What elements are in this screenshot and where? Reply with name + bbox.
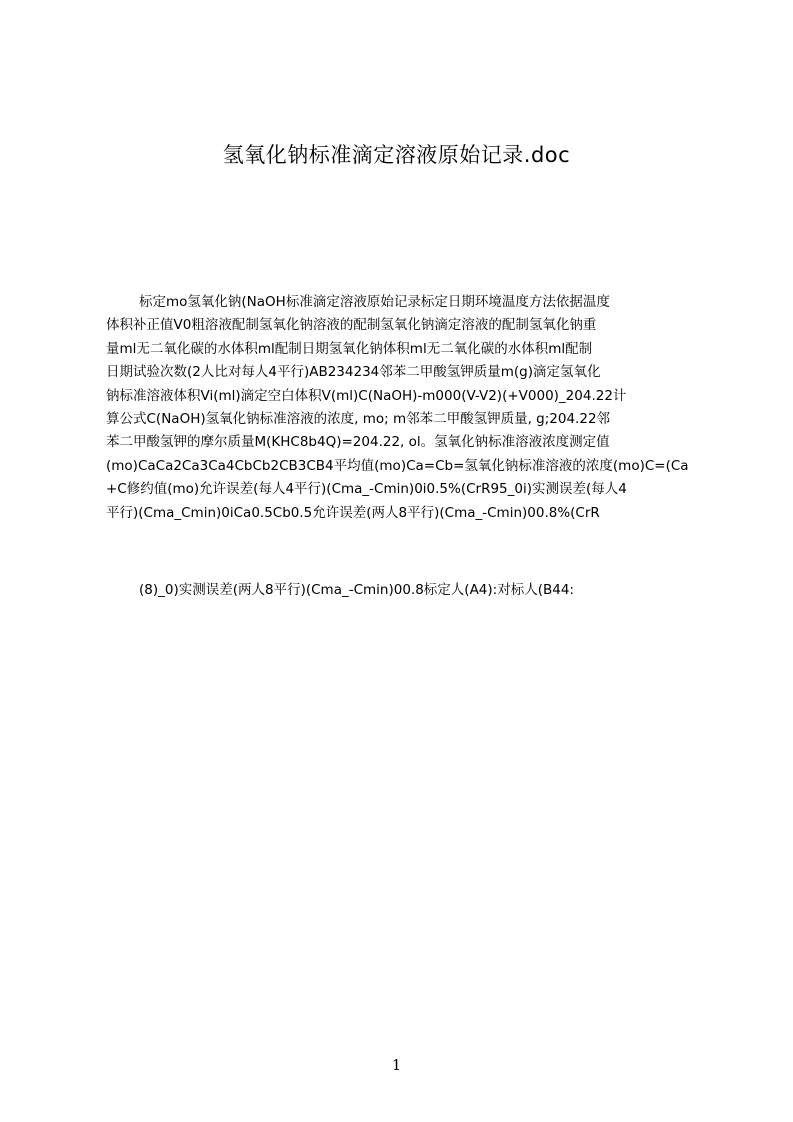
body-line: 标定mo氢氧化钠(NaOH标准滴定溶液原始记录标定日期环境温度方法依据温度	[139, 294, 610, 310]
body-paragraph	[106, 291, 696, 555]
body-line: 钠标准溶液体积Vi(ml)滴定空白体积V(ml)C(NaOH)-m000(V-V2)(+V000)_204.22计	[106, 387, 627, 404]
tail-paragraph: (8)_0)实测误差(两人8平行)(Cma_-Cmin)00.8标定人(A4):对标人(B44:	[139, 582, 574, 598]
body-line: 算公式C(NaOH)氢氧化钠标准溶液的浓度, mo; m邻苯二甲酸氢钾质量, g;204.22邻	[106, 410, 611, 427]
body-line: +C修约值(mo)允许误差(每人4平行)(Cma_-Cmin)0i0.5%(CrR95_0i)实测误差(每人4	[106, 481, 627, 498]
body-line: 苯二甲酸氢钾的摩尔质量M(KHC8b4Q)=204.22, ol。氢氧化钠标准溶液浓度测定值	[106, 434, 610, 451]
body-line: 体积补正值V0粗溶液配制氢氧化钠溶液的配制氢氧化钠滴定溶液的配制氢氧化钠重	[106, 317, 597, 334]
body-line: 量ml无二氧化碳的水体积ml配制日期氢氧化钠体积ml无二氧化碳的水体积ml配制	[106, 340, 593, 357]
body-line: 平行)(Cma_Cmin)0iCa0.5Cb0.5允许误差(两人8平行)(Cma_-Cmin)00.8%(CrR	[106, 504, 600, 521]
page-number: 1	[391, 1056, 402, 1074]
body-line: (mo)CaCa2Ca3Ca4CbCb2CB3CB4平均值(mo)Ca=Cb=氢氧化钠标准溶液的浓度(mo)C=(Ca	[106, 457, 689, 474]
body-line: 日期试验次数(2人比对每人4平行)AB234234邻苯二甲酸氢钾质量m(g)滴定氢氧化	[106, 364, 601, 381]
document-title: 氢氧化钠标准滴定溶液原始记录.doc	[222, 143, 571, 167]
